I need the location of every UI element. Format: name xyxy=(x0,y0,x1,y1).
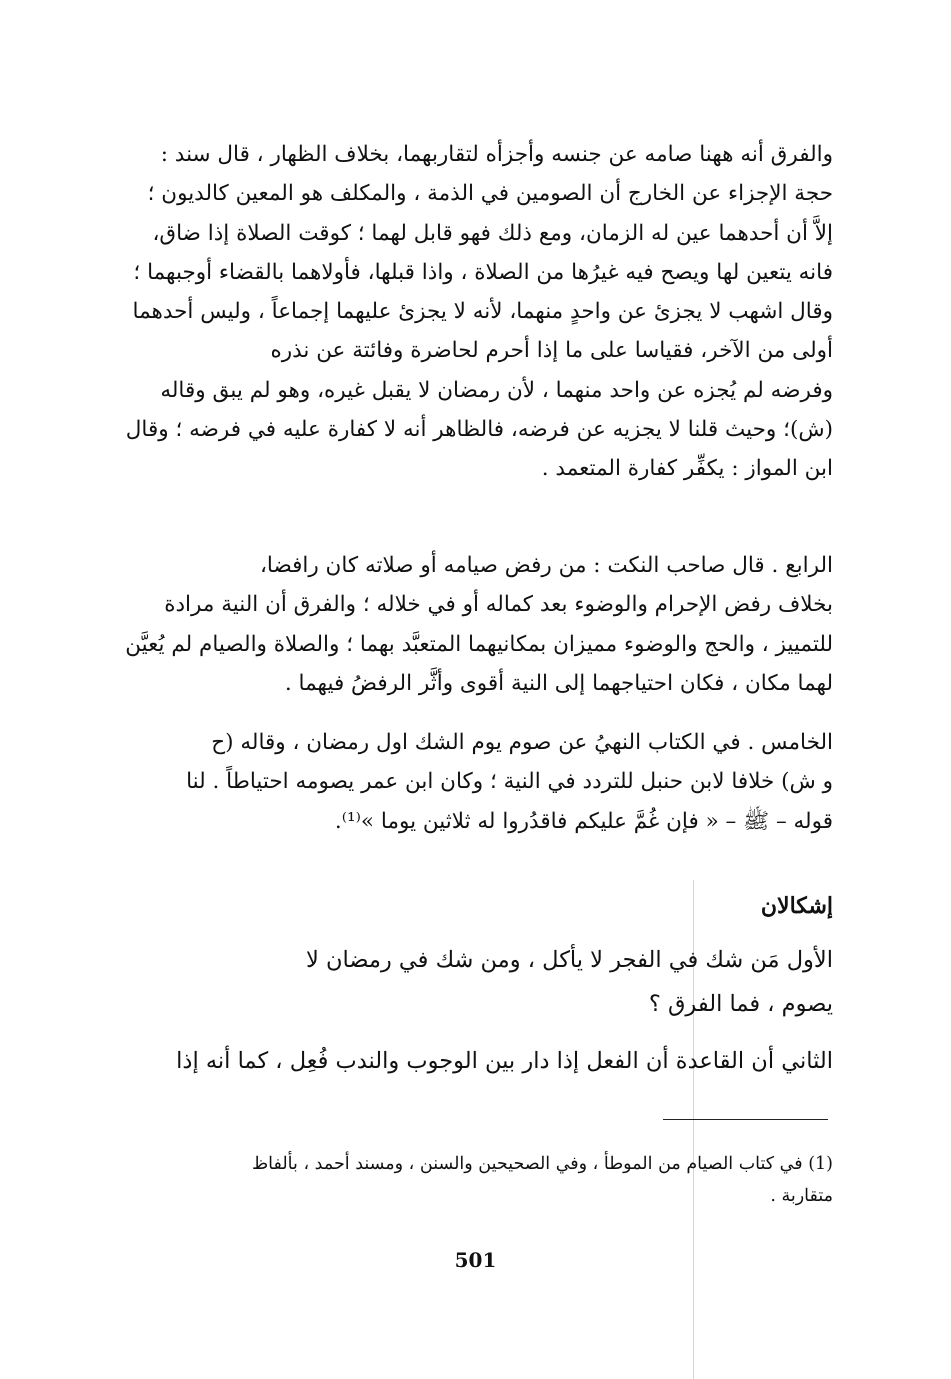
text-line: لهما مكان ، فكان احتياجهما إلى النية أقوى وأثَّر الرفضُ فيهما . xyxy=(284,670,833,696)
text-line: ابن المواز : يكفِّر كفارة المتعمد . xyxy=(541,456,833,482)
page-number: 501 xyxy=(454,1248,497,1272)
text-line: و ش) خلافا لابن حنبل للتردد في النية ؛ وكان ابن عمر يصومه احتياطاً . لنا xyxy=(186,769,833,795)
paragraph-4 xyxy=(121,938,833,1026)
text-line: الرابع . قال صاحب النكت : من رفض صيامه أو صلاته كان رافضا، xyxy=(259,553,833,578)
text-line: قوله – ﷺ – « فإن غُمَّ عليكم فاقدُروا له ثلاثين يوما »⁽¹⁾. xyxy=(334,808,833,834)
text-line: الأول مَن شك في الفجر لا يأكل ، ومن شك في رمضان لا xyxy=(305,947,833,973)
text-line: حجة الإجزاء عن الخارج أن الصومين في الذمة ، والمكلف هو المعين كالديون ؛ xyxy=(147,181,833,207)
text-line: إلاَّ أن أحدهما عين له الزمان، ومع ذلك فهو قابل لهما ؛ كوقت الصلاة إذا ضاق، xyxy=(152,220,833,246)
paragraph-1 xyxy=(121,135,833,489)
text-line: أولى من الآخر، فقياسا على ما إذا أحرم لحاضرة وفائتة عن نذره xyxy=(270,338,833,364)
footnote-line: (1) في كتاب الصيام من الموطأ ، وفي الصحيحين والسنن ، ومسند أحمد ، بألفاظ xyxy=(251,1154,833,1174)
text-line: فانه يتعين لها ويصح فيه غيرُها من الصلاة ، واذا قبلها، فأولاهما بالقضاء أوجبهما ؛ xyxy=(133,259,833,285)
text-line: بخلاف رفض الإحرام والوضوء بعد كماله أو في خلاله ؛ والفرق أن النية مرادة xyxy=(164,592,833,618)
text-line: يصوم ، فما الفرق ؟ xyxy=(648,991,833,1017)
text-line: والفرق أنه ههنا صامه عن جنسه وأجزأه لتقاربهما، بخلاف الظهار ، قال سند : xyxy=(160,142,833,167)
footnote xyxy=(121,1148,833,1212)
paragraph-5 xyxy=(121,1039,833,1083)
text-line: وقال اشهب لا يجزئ عن واحدٍ منهما، لأنه لا يجزئ عليهما إجماعاً ، وليس أحدهما xyxy=(132,299,833,325)
paragraph-2 xyxy=(121,546,833,703)
text-line: وفرضه لم يُجزه عن واحد منهما ، لأن رمضان لا يقبل غيره، وهو لم يبق وقاله xyxy=(160,377,833,403)
paragraph-3 xyxy=(121,723,833,841)
section-heading: إشكالان xyxy=(760,893,833,919)
footnote-divider xyxy=(663,1119,828,1120)
text-line: (ش)؛ وحيث قلنا لا يجزيه عن فرضه، فالظاهر أنه لا كفارة عليه في فرضه ؛ وقال xyxy=(125,417,833,443)
text-line: الثاني أن القاعدة أن الفعل إذا دار بين الوجوب والندب فُعِل ، كما أنه إذا xyxy=(176,1048,833,1074)
text-line: الخامس . في الكتاب النهيُ عن صوم يوم الشك اول رمضان ، وقاله (ح xyxy=(211,730,833,755)
text-line: للتمييز ، والحج والوضوء مميزان بمكانيهما المتعبَّد بهما ؛ والصلاة والصيام لم يُعيَّن xyxy=(125,631,833,657)
footnote-line: متقاربة . xyxy=(770,1186,833,1206)
